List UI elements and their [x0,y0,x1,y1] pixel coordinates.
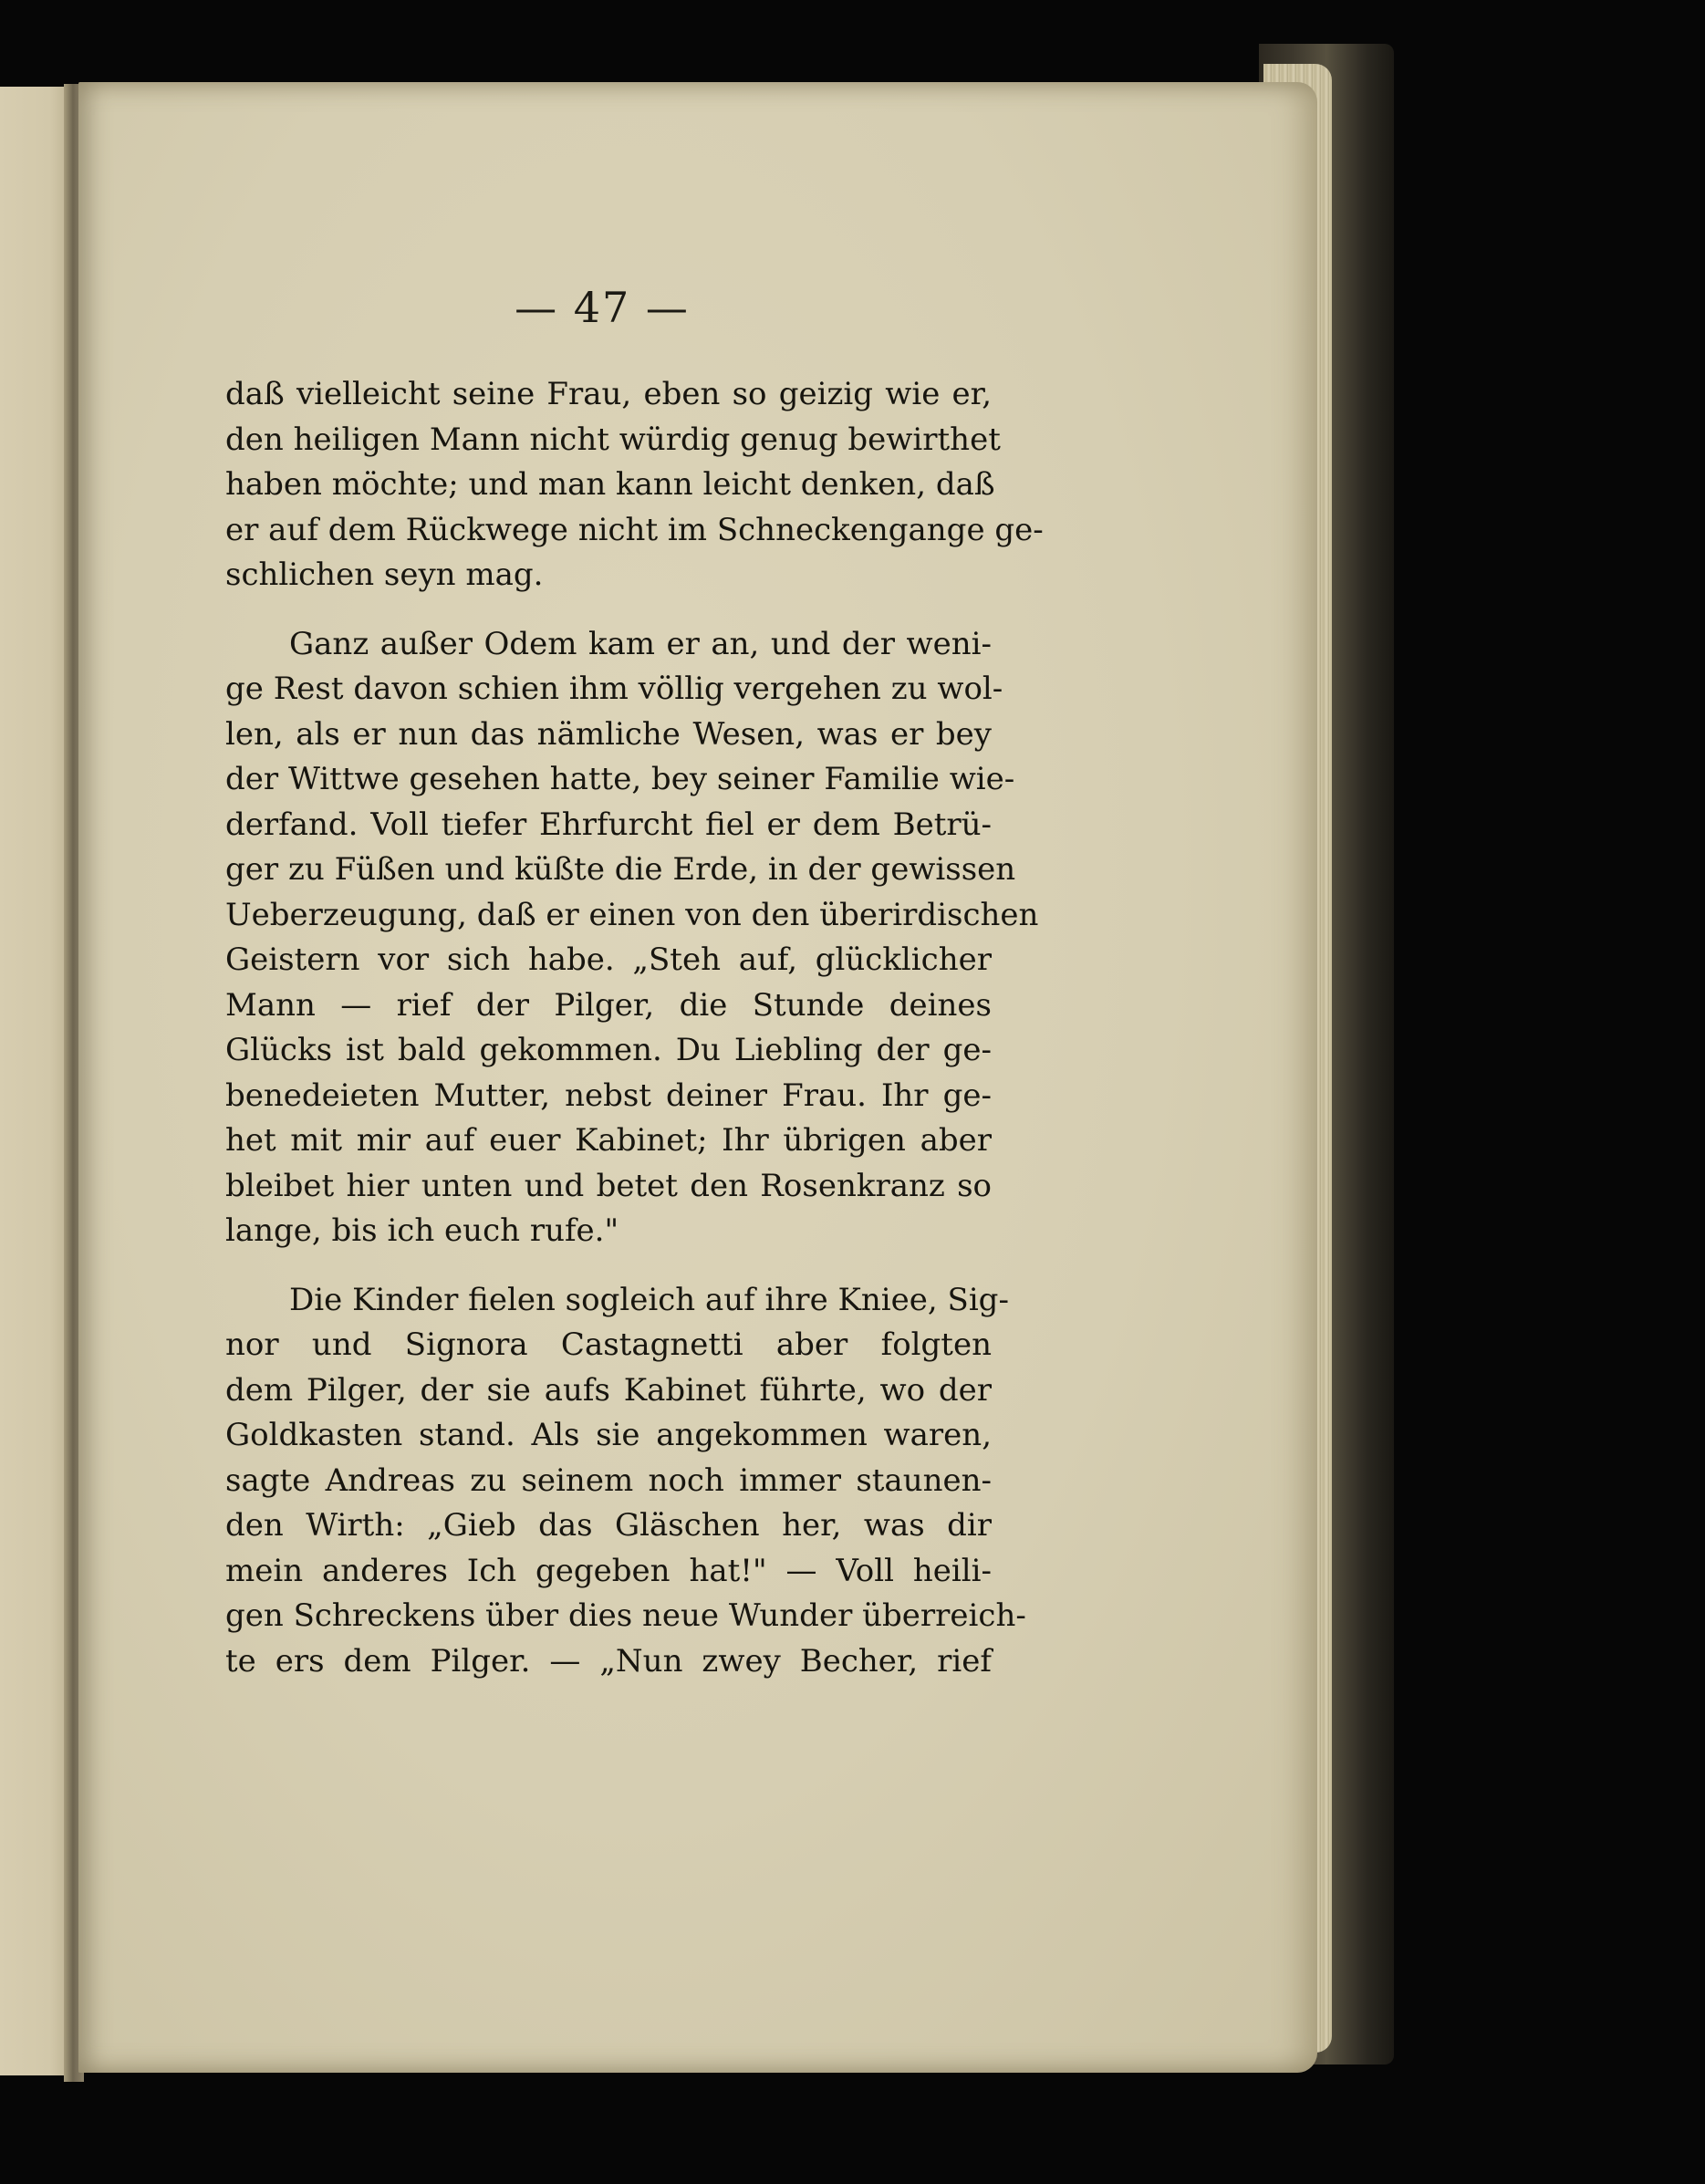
text-line: er auf dem Rückwege nicht im Schneckengange ge- [225,511,1044,548]
text-line: lange, bis ich euch rufe." [225,1212,619,1249]
text-line: mein anderes Ich gegeben hat!" — Voll heili- [225,1552,992,1589]
text-line: Geistern vor sich habe. „Steh auf, glücklicher [225,941,992,978]
text-line: te ers dem Pilger. — „Nun zwey Becher, rief [225,1642,992,1680]
text-line: ge Rest davon schien ihm völlig vergehen zu wol- [225,671,1003,707]
text-line: schlichen seyn mag. [225,556,544,593]
text-line: der Wittwe gesehen hatte, bey seiner Familie wie- [225,761,1015,797]
text-line: dem Pilger, der sie aufs Kabinet führte, wo der [225,1371,992,1409]
text-line: derfand. Voll tiefer Ehrfurcht fiel er dem Betrü- [225,806,992,843]
text-line: len, als er nun das nämliche Wesen, was er bey [225,715,992,753]
page-number: — 47 — [515,283,690,332]
text-line: daß vielleicht seine Frau, eben so geizig wie er, [225,376,992,412]
text-line: gen Schreckens über dies neue Wunder überreich- [225,1597,1026,1634]
paragraph-gap [225,598,992,622]
page-text [225,372,1044,1684]
text-line: haben möchte; und man kann leicht denken, daß [225,466,995,503]
text-line: Glücks ist bald gekommen. Du Liebling der ge- [225,1032,992,1068]
text-line: den heiligen Mann nicht würdig genug bewirthet [225,421,1001,458]
previous-page-edge [0,87,71,2075]
text-line: Die Kinder fielen sogleich auf ihre Kniee, Sig- [289,1281,1009,1318]
text-line: het mit mir auf euer Kabinet; Ihr übrigen aber [225,1122,992,1159]
text-line: sagte Andreas zu seinem noch immer staunen- [225,1461,992,1499]
paragraph-gap [225,1254,992,1278]
text-line: Goldkasten stand. Als sie angekommen waren, [225,1417,992,1453]
text-line: ger zu Füßen und küßte die Erde, in der gewissen [225,851,1016,888]
text-line: Ueberzeugung, daß er einen von den überirdischen [225,896,1039,933]
text-line: Mann — rief der Pilger, die Stunde deines [225,986,992,1024]
text-line: den Wirth: „Gieb das Gläschen her, was dir [225,1507,992,1544]
text-line: bleibet hier unten und betet den Rosenkranz so [225,1167,992,1204]
text-line: benedeieten Mutter, nebst deiner Frau. Ihr ge- [225,1076,992,1114]
text-line: nor und Signora Castagnetti aber folgten [225,1326,992,1363]
text-line: Ganz außer Odem kam er an, und der weni- [289,625,992,662]
